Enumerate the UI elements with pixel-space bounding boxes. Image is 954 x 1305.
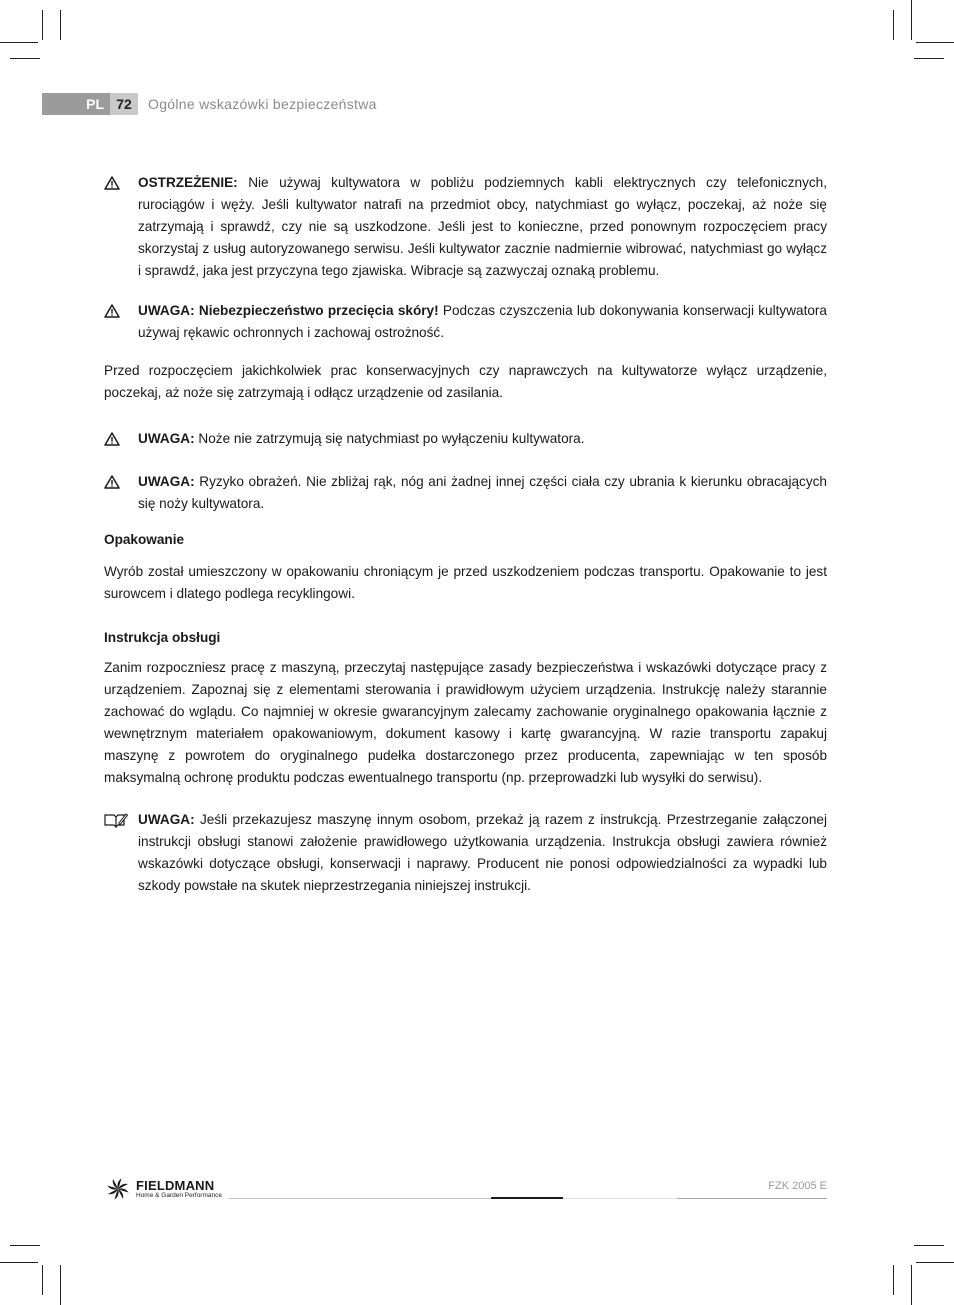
warning-label: UWAGA: — [138, 431, 195, 446]
warning-body: Noże nie zatrzymują się natychmiast po wyłączeniu kultywatora. — [194, 431, 585, 446]
warning-text — [138, 471, 827, 515]
page-number: 72 — [110, 93, 138, 115]
warning-block — [104, 471, 827, 515]
crop-mark — [911, 1265, 912, 1305]
brand-logo — [104, 1175, 222, 1203]
page-content — [104, 172, 827, 897]
crop-mark — [42, 1265, 43, 1295]
crop-mark — [0, 42, 38, 43]
crop-mark — [916, 42, 954, 43]
footer-divider — [563, 1198, 677, 1199]
crop-mark — [893, 1265, 894, 1295]
paragraph: Zanim rozpoczniesz pracę z maszyną, przeczytaj następujące zasady bezpieczeństwa i wskazówki dotyczące pracy z urządzeniem. Zapoznaj się z elementami sterowania i prawidłowym użyciem urządzenia. Instrukcję należy starannie zachować do wglądu. Co najmniej w okresie gwarancyjnym zalecamy zachowanie oryginalnego opakowania łącznie z wewnętrznym materiałem opakowaniowym, dokument kasowy i kartę gwarancyjną. W razie transportu zapakuj maszynę z powrotem do oryginalnego pudełka dostarczonego przez producenta, zapewniając w ten sposób maksymalną ochronę produktu podczas ewentualnego transportu (np. przeprowadzki lub wysyłki do serwisu). — [104, 660, 827, 785]
warning-label: UWAGA: — [138, 474, 195, 489]
warning-text — [138, 300, 827, 344]
section-heading: Opakowanie — [104, 532, 185, 547]
warning-triangle-icon — [104, 428, 138, 453]
crop-mark — [916, 1262, 954, 1263]
note-label: UWAGA: — [138, 812, 195, 827]
warning-triangle-icon — [104, 172, 138, 282]
crop-mark — [911, 0, 912, 40]
brand-pinwheel-icon — [104, 1175, 132, 1203]
section-heading: Instrukcja obsługi — [104, 630, 221, 645]
warning-label: UWAGA: Niebezpieczeństwo przecięcia skóry! — [138, 303, 439, 318]
paragraph: Wyrób został umieszczony w opakowaniu chroniącym je przed uszkodzeniem podczas transportu. Opakowanie to jest surowcem i dlatego podlega recyklingowi. — [104, 564, 827, 601]
warning-text — [138, 172, 827, 282]
warning-triangle-icon — [104, 300, 138, 344]
brand-name: FIELDMANN — [136, 1177, 215, 1193]
note-text — [138, 809, 827, 897]
section-title: Ogólne wskazówki bezpieczeństwa — [148, 96, 377, 112]
note-body: Jeśli przekazujesz maszynę innym osobom, przekaż ją razem z instrukcją. Przestrzeganie załączonej instrukcji obsługi stanowi założenie prawidłowego użytkowania urządzenia. Instrukcja obsługi zawiera również wskazówki dotyczące obsługi, konserwacji i naprawy. Producent nie ponosi odpowiedzialności za wypadki lub szkody powstałe na skutek nieprzestrzegania niniejszej instrukcji. — [138, 812, 827, 893]
crop-mark — [914, 58, 944, 59]
crop-mark — [42, 10, 43, 40]
footer-divider — [228, 1198, 491, 1199]
footer-divider — [677, 1198, 827, 1199]
language-tab: PL — [42, 93, 110, 115]
warning-triangle-icon — [104, 471, 138, 515]
crop-mark — [0, 1262, 38, 1263]
crop-mark — [893, 10, 894, 40]
crop-mark — [60, 10, 61, 40]
warning-body: Nie używaj kultywatora w pobliżu podziemnych kabli elektrycznych czy telefonicznych, rurociągów i węży. Jeśli kultywator natrafi na przedmiot obcy, natychmiast go wyłącz, poczekaj, aż noże się zatrzymają i sprawdź, czy nie są uszkodzone. Jeśli jest to konieczne, przed ponownym rozpoczęciem pracy skorzystaj z usług autoryzowanego serwisu. Jeśli kultywator zacznie nadmiernie wibrować, natychmiast go wyłącz i sprawdź, jaka jest przyczyna tego zjawiska. Wibracje są zazwyczaj oznaką problemu. — [138, 175, 827, 278]
warning-block — [104, 172, 827, 282]
note-block — [104, 809, 827, 897]
warning-block — [104, 300, 827, 344]
note-book-icon — [104, 809, 138, 897]
warning-label: OSTRZEŻENIE: — [138, 175, 238, 190]
paragraph: Przed rozpoczęciem jakichkolwiek prac konserwacyjnych czy naprawczych na kultywatorze wyłącz urządzenie, poczekaj, aż noże się zatrzymają i odłącz urządzenie od zasilania. — [104, 363, 827, 400]
crop-mark — [60, 1265, 61, 1305]
warning-text — [138, 428, 827, 453]
page-header — [42, 93, 377, 115]
warning-body: Ryzyko obrażeń. Nie zbliżaj rąk, nóg ani żadnej innej części ciała czy ubrania k kierunku obracających się noży kultywatora. — [138, 474, 827, 511]
crop-mark — [10, 1245, 40, 1246]
crop-mark — [10, 58, 40, 59]
crop-mark — [914, 1245, 944, 1246]
warning-body: Podczas czyszczenia lub dokonywania konserwacji kultywatora używaj rękawic ochronnych i zachowaj ostrożność. — [138, 303, 827, 340]
brand-tagline: Home & Garden Performance — [136, 1191, 222, 1199]
model-code: FZK 2005 E — [768, 1180, 827, 1192]
footer-divider — [491, 1197, 563, 1199]
warning-block — [104, 428, 827, 453]
